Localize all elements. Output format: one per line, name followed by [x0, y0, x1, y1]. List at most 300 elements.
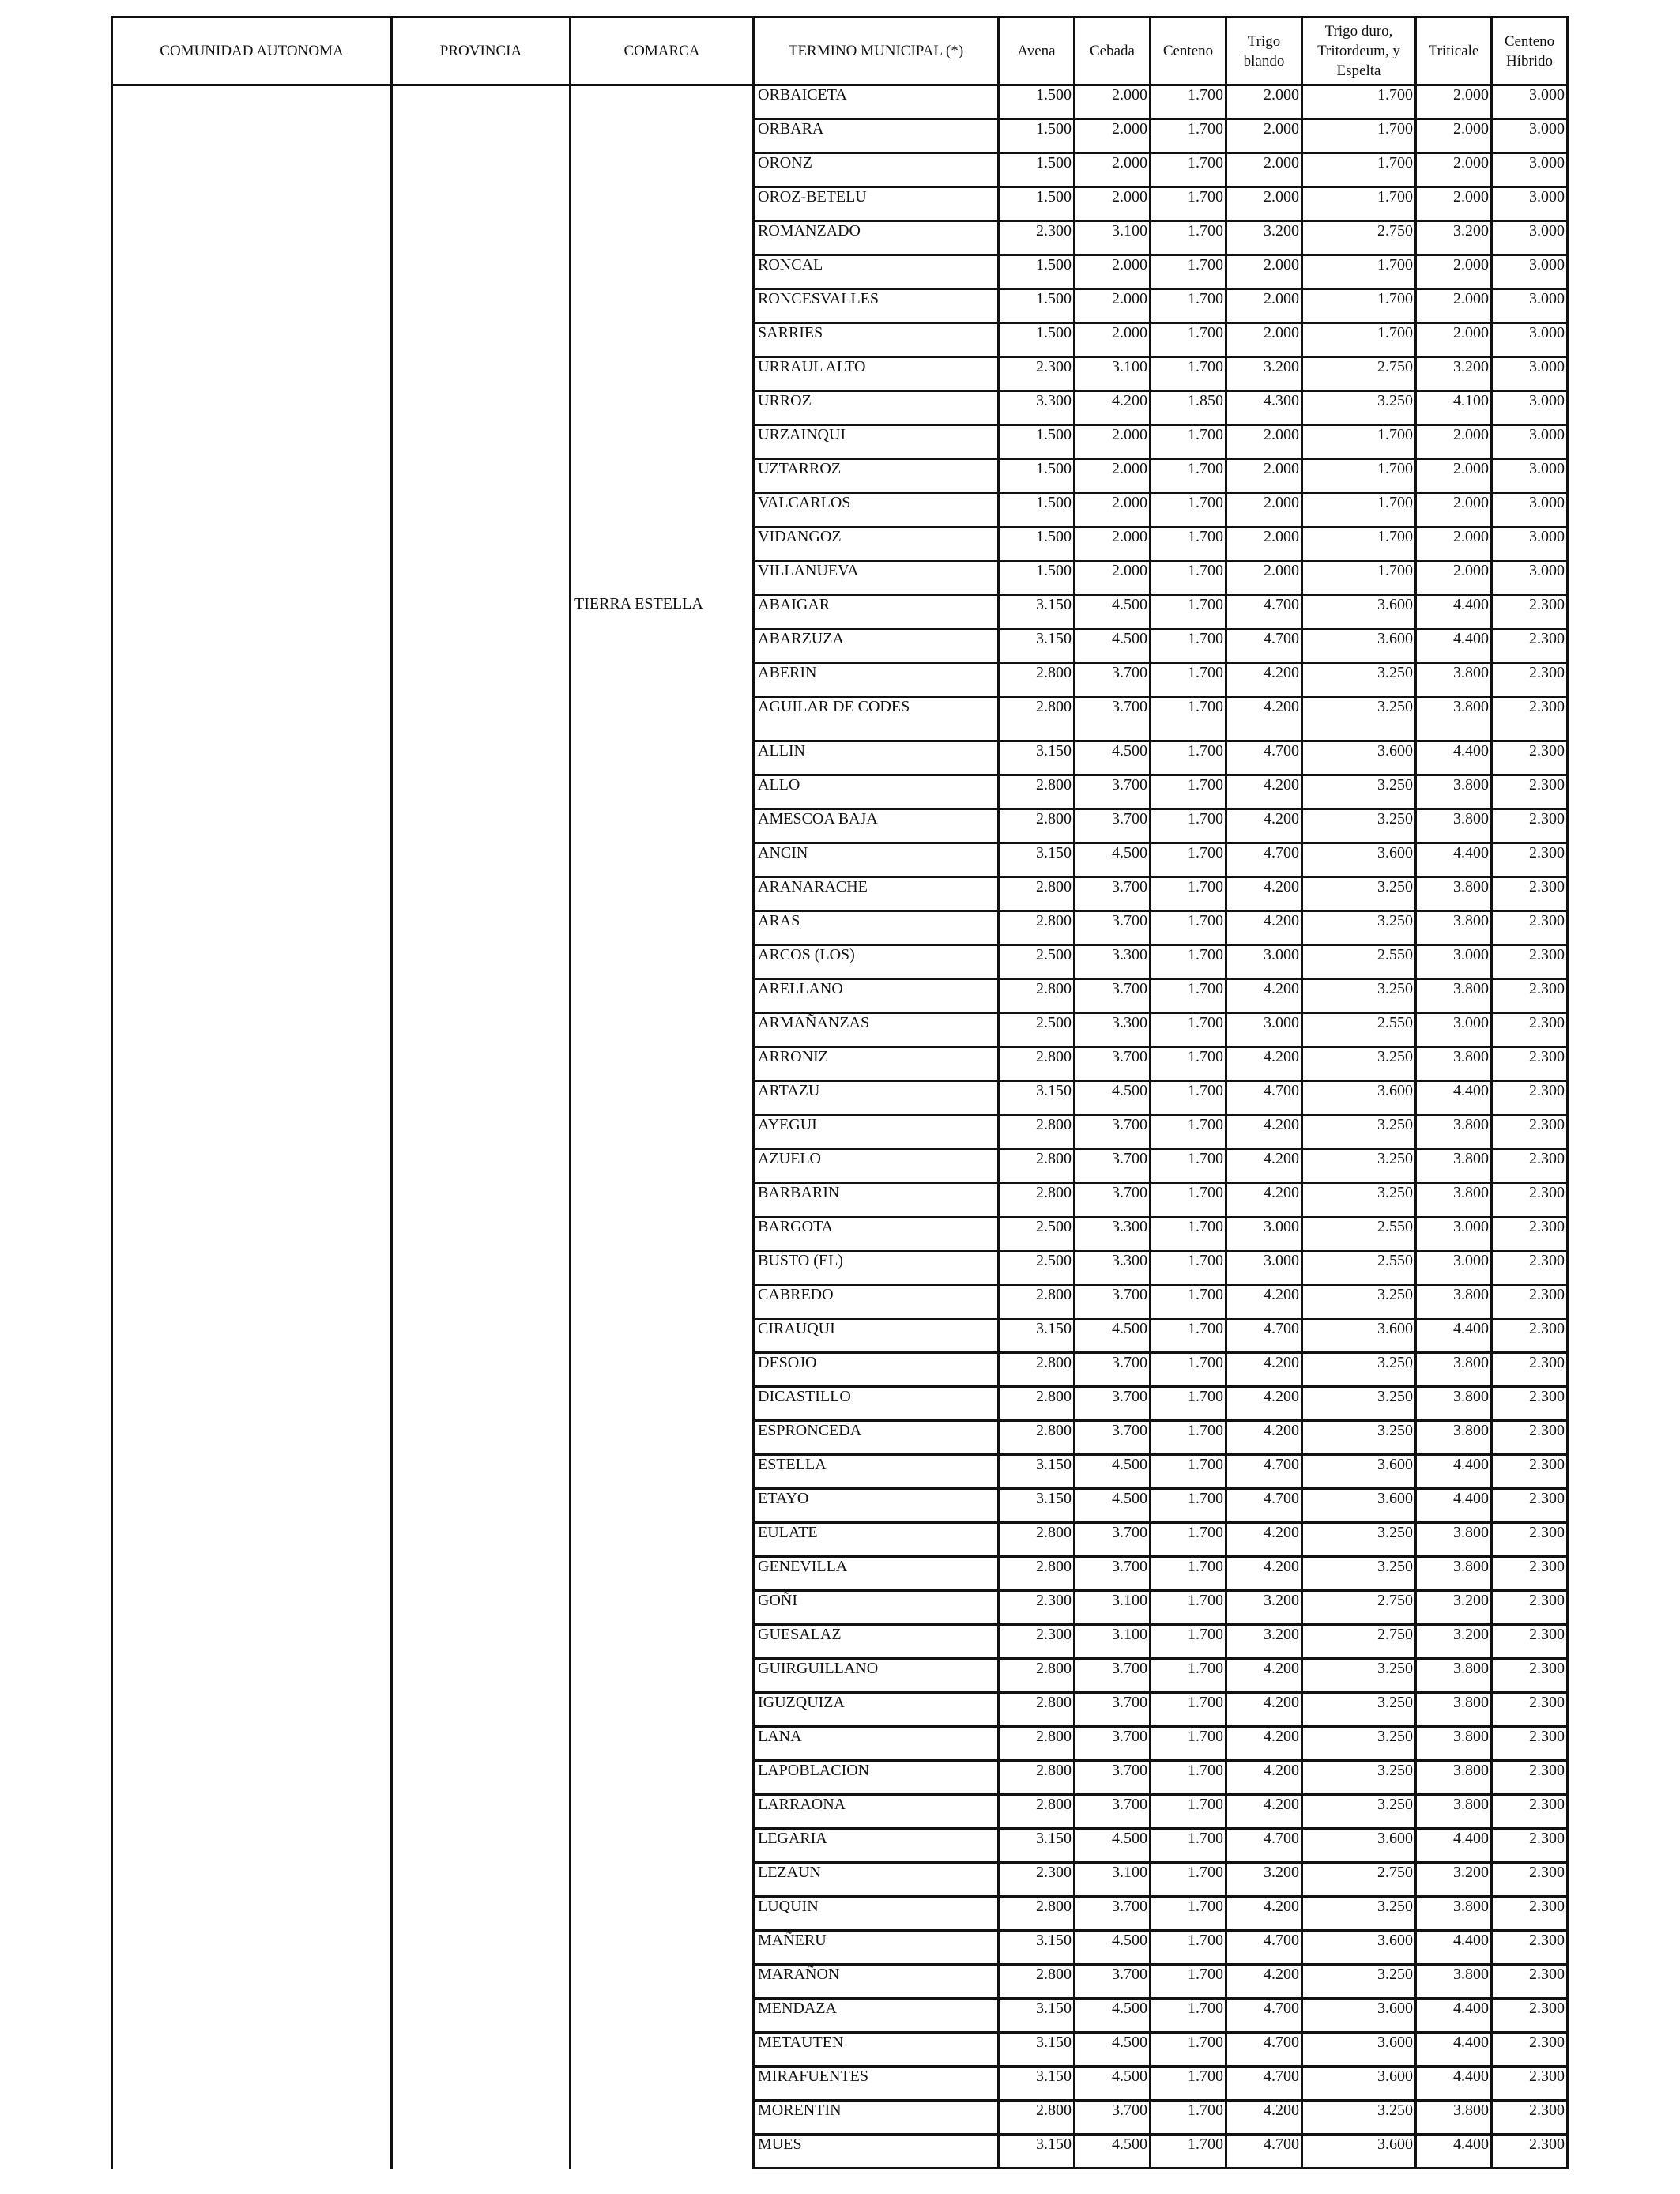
centeno-value: 1.700: [1151, 289, 1226, 323]
centeno-value: 1.700: [1151, 2135, 1226, 2169]
trigo-blando-value: 4.200: [1226, 1387, 1302, 1421]
trigo-duro-value: 3.600: [1302, 1999, 1416, 2033]
avena-value: 2.800: [999, 1523, 1075, 1557]
trigo-duro-value: 1.700: [1302, 255, 1416, 289]
trigo-blando-value: 4.300: [1226, 391, 1302, 425]
header-comunidad-autonoma: COMUNIDAD AUTONOMA: [112, 17, 392, 85]
trigo-blando-value: 4.700: [1226, 1829, 1302, 1863]
trigo-blando-value: 4.700: [1226, 1319, 1302, 1353]
avena-value: 3.150: [999, 1999, 1075, 2033]
centeno-hibrido-value: 2.300: [1492, 945, 1568, 979]
centeno-value: 1.700: [1151, 357, 1226, 391]
triticale-value: 3.800: [1416, 979, 1492, 1013]
centeno-value: 1.700: [1151, 153, 1226, 187]
cebada-value: 3.700: [1075, 1523, 1151, 1557]
avena-value: 1.500: [999, 289, 1075, 323]
centeno-hibrido-value: 2.300: [1492, 1455, 1568, 1489]
trigo-blando-value: 4.700: [1226, 2033, 1302, 2067]
centeno-value: 1.700: [1151, 1489, 1226, 1523]
cebada-value: 3.700: [1075, 663, 1151, 697]
cebada-value: 2.000: [1075, 153, 1151, 187]
cebada-value: 3.700: [1075, 1047, 1151, 1081]
cebada-value: 3.100: [1075, 221, 1151, 255]
trigo-duro-value: 2.550: [1302, 1013, 1416, 1047]
centeno-value: 1.700: [1151, 1251, 1226, 1285]
municipio-cell: VILLANUEVA: [754, 561, 999, 595]
municipio-cell: ABARZUZA: [754, 629, 999, 663]
triticale-value: 2.000: [1416, 459, 1492, 493]
municipio-cell: ABAIGAR: [754, 595, 999, 629]
trigo-blando-value: 4.200: [1226, 911, 1302, 945]
centeno-hibrido-value: 2.300: [1492, 741, 1568, 775]
centeno-hibrido-value: 3.000: [1492, 119, 1568, 153]
trigo-duro-value: 3.600: [1302, 2135, 1416, 2169]
header-termino-municipal: TERMINO MUNICIPAL (*): [754, 17, 999, 85]
triticale-value: 4.400: [1416, 1455, 1492, 1489]
centeno-hibrido-value: 3.000: [1492, 323, 1568, 357]
municipio-cell: GUIRGUILLANO: [754, 1659, 999, 1693]
centeno-value: 1.850: [1151, 391, 1226, 425]
trigo-duro-value: 1.700: [1302, 323, 1416, 357]
triticale-value: 4.400: [1416, 2135, 1492, 2169]
triticale-value: 2.000: [1416, 187, 1492, 221]
avena-value: 3.150: [999, 1931, 1075, 1965]
centeno-hibrido-value: 2.300: [1492, 1693, 1568, 1727]
avena-value: 2.800: [999, 1285, 1075, 1319]
trigo-duro-value: 3.250: [1302, 1285, 1416, 1319]
municipio-cell: AMESCOA BAJA: [754, 809, 999, 843]
trigo-duro-value: 3.250: [1302, 391, 1416, 425]
header-centeno-hibrido: Centeno Híbrido: [1492, 17, 1568, 85]
trigo-blando-value: 4.200: [1226, 1183, 1302, 1217]
municipio-cell: GENEVILLA: [754, 1557, 999, 1591]
triticale-value: 3.200: [1416, 221, 1492, 255]
centeno-hibrido-value: 3.000: [1492, 153, 1568, 187]
cebada-value: 3.300: [1075, 945, 1151, 979]
trigo-duro-value: 3.250: [1302, 1557, 1416, 1591]
municipio-cell: GUESALAZ: [754, 1625, 999, 1659]
centeno-hibrido-value: 2.300: [1492, 1931, 1568, 1965]
avena-value: 3.150: [999, 2067, 1075, 2101]
cebada-value: 2.000: [1075, 493, 1151, 527]
trigo-blando-value: 4.700: [1226, 2067, 1302, 2101]
cebada-value: 2.000: [1075, 323, 1151, 357]
centeno-hibrido-value: 2.300: [1492, 1591, 1568, 1625]
header-row: [112, 17, 1568, 85]
centeno-value: 1.700: [1151, 1761, 1226, 1795]
municipio-cell: ANCIN: [754, 843, 999, 877]
centeno-value: 1.700: [1151, 1965, 1226, 1999]
trigo-blando-value: 4.200: [1226, 1897, 1302, 1931]
trigo-duro-value: 3.250: [1302, 1693, 1416, 1727]
triticale-value: 4.400: [1416, 629, 1492, 663]
triticale-value: 4.100: [1416, 391, 1492, 425]
municipio-cell: OROZ-BETELU: [754, 187, 999, 221]
trigo-blando-value: 2.000: [1226, 561, 1302, 595]
trigo-blando-value: 4.200: [1226, 1727, 1302, 1761]
centeno-hibrido-value: 2.300: [1492, 979, 1568, 1013]
centeno-hibrido-value: 3.000: [1492, 357, 1568, 391]
municipio-cell: ARELLANO: [754, 979, 999, 1013]
avena-value: 3.150: [999, 629, 1075, 663]
triticale-value: 4.400: [1416, 2067, 1492, 2101]
trigo-blando-value: 2.000: [1226, 153, 1302, 187]
centeno-hibrido-value: 2.300: [1492, 1795, 1568, 1829]
triticale-value: 2.000: [1416, 323, 1492, 357]
municipio-cell: EULATE: [754, 1523, 999, 1557]
avena-value: 2.800: [999, 1965, 1075, 1999]
cebada-value: 2.000: [1075, 187, 1151, 221]
avena-value: 2.800: [999, 809, 1075, 843]
triticale-value: 3.800: [1416, 1727, 1492, 1761]
municipio-cell: ALLIN: [754, 741, 999, 775]
cebada-value: 3.700: [1075, 877, 1151, 911]
trigo-duro-value: 3.250: [1302, 1353, 1416, 1387]
municipio-cell: AYEGUI: [754, 1115, 999, 1149]
table-row: [112, 85, 1568, 119]
municipio-cell: DICASTILLO: [754, 1387, 999, 1421]
header-triticale: Triticale: [1416, 17, 1492, 85]
trigo-duro-value: 3.250: [1302, 1659, 1416, 1693]
cebada-value: 3.100: [1075, 1863, 1151, 1897]
centeno-hibrido-value: 2.300: [1492, 2067, 1568, 2101]
municipio-cell: ESPRONCEDA: [754, 1421, 999, 1455]
trigo-blando-value: 4.200: [1226, 1115, 1302, 1149]
municipio-cell: ABERIN: [754, 663, 999, 697]
trigo-blando-value: 4.700: [1226, 1455, 1302, 1489]
centeno-value: 1.700: [1151, 1353, 1226, 1387]
triticale-value: 3.800: [1416, 775, 1492, 809]
trigo-duro-value: 3.250: [1302, 809, 1416, 843]
centeno-value: 1.700: [1151, 1557, 1226, 1591]
centeno-hibrido-value: 2.300: [1492, 1999, 1568, 2033]
municipio-cell: ARAS: [754, 911, 999, 945]
trigo-duro-value: 3.600: [1302, 2033, 1416, 2067]
triticale-value: 3.000: [1416, 1013, 1492, 1047]
triticale-value: 2.000: [1416, 85, 1492, 119]
avena-value: 3.150: [999, 741, 1075, 775]
trigo-blando-value: 4.200: [1226, 1795, 1302, 1829]
centeno-hibrido-value: 2.300: [1492, 1387, 1568, 1421]
centeno-value: 1.700: [1151, 561, 1226, 595]
municipio-cell: ROMANZADO: [754, 221, 999, 255]
trigo-blando-value: 3.200: [1226, 1863, 1302, 1897]
trigo-duro-value: 1.700: [1302, 459, 1416, 493]
trigo-blando-value: 3.000: [1226, 1251, 1302, 1285]
centeno-value: 1.700: [1151, 1183, 1226, 1217]
centeno-value: 1.700: [1151, 1421, 1226, 1455]
trigo-blando-value: 4.700: [1226, 843, 1302, 877]
centeno-hibrido-value: 2.300: [1492, 2135, 1568, 2169]
centeno-hibrido-value: 2.300: [1492, 1047, 1568, 1081]
cebada-value: 4.500: [1075, 1829, 1151, 1863]
trigo-duro-value: 3.600: [1302, 595, 1416, 629]
avena-value: 3.150: [999, 1489, 1075, 1523]
centeno-hibrido-value: 2.300: [1492, 1727, 1568, 1761]
trigo-duro-value: 2.750: [1302, 1863, 1416, 1897]
avena-value: 2.800: [999, 1897, 1075, 1931]
cebada-value: 3.700: [1075, 911, 1151, 945]
municipio-cell: MAÑERU: [754, 1931, 999, 1965]
avena-value: 2.800: [999, 775, 1075, 809]
cebada-value: 2.000: [1075, 425, 1151, 459]
centeno-hibrido-value: 2.300: [1492, 1557, 1568, 1591]
trigo-blando-value: 4.200: [1226, 809, 1302, 843]
municipio-cell: MENDAZA: [754, 1999, 999, 2033]
avena-value: 2.800: [999, 1795, 1075, 1829]
municipio-cell: MIRAFUENTES: [754, 2067, 999, 2101]
avena-value: 2.800: [999, 1115, 1075, 1149]
municipio-cell: CABREDO: [754, 1285, 999, 1319]
trigo-duro-value: 3.250: [1302, 663, 1416, 697]
header-trigo-blando: Trigo blando: [1226, 17, 1302, 85]
avena-value: 2.800: [999, 2101, 1075, 2135]
centeno-value: 1.700: [1151, 911, 1226, 945]
triticale-value: 3.800: [1416, 697, 1492, 741]
centeno-hibrido-value: 3.000: [1492, 85, 1568, 119]
avena-value: 1.500: [999, 561, 1075, 595]
centeno-value: 1.700: [1151, 1285, 1226, 1319]
centeno-hibrido-value: 3.000: [1492, 561, 1568, 595]
cebada-value: 3.300: [1075, 1251, 1151, 1285]
municipio-cell: BARBARIN: [754, 1183, 999, 1217]
cebada-value: 2.000: [1075, 459, 1151, 493]
centeno-value: 1.700: [1151, 1319, 1226, 1353]
trigo-duro-value: 2.550: [1302, 1217, 1416, 1251]
centeno-value: 1.700: [1151, 187, 1226, 221]
trigo-duro-value: 1.700: [1302, 493, 1416, 527]
trigo-duro-value: 3.600: [1302, 2067, 1416, 2101]
avena-value: 2.800: [999, 1761, 1075, 1795]
trigo-blando-value: 4.700: [1226, 1931, 1302, 1965]
municipio-cell: LARRAONA: [754, 1795, 999, 1829]
municipio-cell: SARRIES: [754, 323, 999, 357]
trigo-blando-value: 4.200: [1226, 1659, 1302, 1693]
triticale-value: 3.800: [1416, 809, 1492, 843]
centeno-hibrido-value: 2.300: [1492, 663, 1568, 697]
triticale-value: 3.200: [1416, 1591, 1492, 1625]
triticale-value: 3.800: [1416, 911, 1492, 945]
trigo-duro-value: 1.700: [1302, 119, 1416, 153]
municipio-cell: LUQUIN: [754, 1897, 999, 1931]
centeno-hibrido-value: 2.300: [1492, 2033, 1568, 2067]
centeno-hibrido-value: 2.300: [1492, 775, 1568, 809]
centeno-value: 1.700: [1151, 1013, 1226, 1047]
trigo-duro-value: 2.550: [1302, 1251, 1416, 1285]
trigo-blando-value: 4.200: [1226, 877, 1302, 911]
triticale-value: 4.400: [1416, 1489, 1492, 1523]
centeno-hibrido-value: 2.300: [1492, 1319, 1568, 1353]
centeno-value: 1.700: [1151, 629, 1226, 663]
triticale-value: 4.400: [1416, 741, 1492, 775]
triticale-value: 3.800: [1416, 2101, 1492, 2135]
centeno-value: 1.700: [1151, 1829, 1226, 1863]
cebada-value: 3.700: [1075, 1387, 1151, 1421]
avena-value: 2.800: [999, 1727, 1075, 1761]
trigo-blando-value: 4.700: [1226, 629, 1302, 663]
trigo-blando-value: 4.200: [1226, 775, 1302, 809]
triticale-value: 3.800: [1416, 877, 1492, 911]
centeno-value: 1.700: [1151, 1931, 1226, 1965]
triticale-value: 4.400: [1416, 1081, 1492, 1115]
avena-value: 2.800: [999, 1421, 1075, 1455]
centeno-value: 1.700: [1151, 595, 1226, 629]
centeno-value: 1.700: [1151, 493, 1226, 527]
triticale-value: 3.800: [1416, 1761, 1492, 1795]
trigo-blando-value: 4.200: [1226, 1693, 1302, 1727]
trigo-blando-value: 2.000: [1226, 493, 1302, 527]
municipio-cell: ARTAZU: [754, 1081, 999, 1115]
cebada-value: 3.700: [1075, 1115, 1151, 1149]
centeno-hibrido-value: 2.300: [1492, 2101, 1568, 2135]
cebada-value: 4.500: [1075, 2067, 1151, 2101]
avena-value: 1.500: [999, 323, 1075, 357]
centeno-hibrido-value: 2.300: [1492, 1761, 1568, 1795]
trigo-duro-value: 2.750: [1302, 1625, 1416, 1659]
trigo-duro-value: 3.600: [1302, 843, 1416, 877]
trigo-duro-value: 3.600: [1302, 1829, 1416, 1863]
centeno-value: 1.700: [1151, 1047, 1226, 1081]
cebada-value: 3.100: [1075, 1625, 1151, 1659]
triticale-value: 4.400: [1416, 1999, 1492, 2033]
centeno-hibrido-value: 3.000: [1492, 425, 1568, 459]
avena-value: 1.500: [999, 119, 1075, 153]
triticale-value: 4.400: [1416, 1829, 1492, 1863]
trigo-blando-value: 4.200: [1226, 979, 1302, 1013]
municipio-cell: LAPOBLACION: [754, 1761, 999, 1795]
centeno-hibrido-value: 2.300: [1492, 911, 1568, 945]
cebada-value: 3.700: [1075, 1761, 1151, 1795]
avena-value: 3.150: [999, 1455, 1075, 1489]
cebada-value: 3.700: [1075, 1659, 1151, 1693]
avena-value: 3.150: [999, 1081, 1075, 1115]
trigo-blando-value: 4.700: [1226, 595, 1302, 629]
triticale-value: 3.800: [1416, 1523, 1492, 1557]
municipio-cell: MARAÑON: [754, 1965, 999, 1999]
triticale-value: 3.800: [1416, 1557, 1492, 1591]
comunidad-autonoma-cell: [112, 85, 392, 2169]
avena-value: 2.800: [999, 1557, 1075, 1591]
avena-value: 1.500: [999, 187, 1075, 221]
avena-value: 2.800: [999, 1149, 1075, 1183]
trigo-blando-value: 4.700: [1226, 2135, 1302, 2169]
municipio-cell: DESOJO: [754, 1353, 999, 1387]
centeno-hibrido-value: 2.300: [1492, 629, 1568, 663]
avena-value: 3.150: [999, 1829, 1075, 1863]
centeno-value: 1.700: [1151, 1387, 1226, 1421]
header-cebada: Cebada: [1075, 17, 1151, 85]
centeno-value: 1.700: [1151, 119, 1226, 153]
centeno-value: 1.700: [1151, 1081, 1226, 1115]
cebada-value: 3.700: [1075, 697, 1151, 741]
trigo-duro-value: 3.250: [1302, 1761, 1416, 1795]
crop-yield-table: [111, 16, 1569, 2169]
triticale-value: 4.400: [1416, 843, 1492, 877]
triticale-value: 2.000: [1416, 153, 1492, 187]
municipio-cell: URRAUL ALTO: [754, 357, 999, 391]
cebada-value: 4.500: [1075, 1081, 1151, 1115]
centeno-hibrido-value: 3.000: [1492, 255, 1568, 289]
avena-value: 2.300: [999, 357, 1075, 391]
municipio-cell: LEZAUN: [754, 1863, 999, 1897]
trigo-duro-value: 3.250: [1302, 877, 1416, 911]
trigo-duro-value: 3.600: [1302, 1489, 1416, 1523]
trigo-duro-value: 3.250: [1302, 1047, 1416, 1081]
trigo-duro-value: 3.250: [1302, 1115, 1416, 1149]
avena-value: 3.150: [999, 2135, 1075, 2169]
trigo-duro-value: 3.250: [1302, 1421, 1416, 1455]
avena-value: 2.800: [999, 979, 1075, 1013]
cebada-value: 4.500: [1075, 1319, 1151, 1353]
avena-value: 2.500: [999, 1013, 1075, 1047]
centeno-value: 1.700: [1151, 945, 1226, 979]
avena-value: 1.500: [999, 425, 1075, 459]
avena-value: 2.500: [999, 945, 1075, 979]
cebada-value: 3.700: [1075, 1795, 1151, 1829]
trigo-duro-value: 3.600: [1302, 1081, 1416, 1115]
trigo-blando-value: 3.200: [1226, 357, 1302, 391]
trigo-duro-value: 3.250: [1302, 1897, 1416, 1931]
trigo-blando-value: 3.200: [1226, 1591, 1302, 1625]
cebada-value: 3.700: [1075, 2101, 1151, 2135]
triticale-value: 2.000: [1416, 425, 1492, 459]
cebada-value: 2.000: [1075, 119, 1151, 153]
centeno-hibrido-value: 2.300: [1492, 697, 1568, 741]
centeno-hibrido-value: 2.300: [1492, 1625, 1568, 1659]
centeno-hibrido-value: 2.300: [1492, 1659, 1568, 1693]
triticale-value: 3.800: [1416, 1183, 1492, 1217]
cebada-value: 2.000: [1075, 527, 1151, 561]
cebada-value: 3.700: [1075, 979, 1151, 1013]
cebada-value: 2.000: [1075, 289, 1151, 323]
centeno-hibrido-value: 3.000: [1492, 493, 1568, 527]
trigo-blando-value: 4.200: [1226, 1149, 1302, 1183]
centeno-value: 1.700: [1151, 527, 1226, 561]
trigo-duro-value: 2.750: [1302, 221, 1416, 255]
avena-value: 3.150: [999, 1319, 1075, 1353]
trigo-blando-value: 2.000: [1226, 425, 1302, 459]
centeno-value: 1.700: [1151, 1863, 1226, 1897]
centeno-hibrido-value: 2.300: [1492, 1149, 1568, 1183]
trigo-duro-value: 1.700: [1302, 187, 1416, 221]
avena-value: 3.300: [999, 391, 1075, 425]
trigo-duro-value: 3.250: [1302, 1149, 1416, 1183]
centeno-value: 1.700: [1151, 741, 1226, 775]
triticale-value: 3.800: [1416, 1693, 1492, 1727]
avena-value: 3.150: [999, 843, 1075, 877]
cebada-value: 4.500: [1075, 1931, 1151, 1965]
trigo-duro-value: 3.600: [1302, 1455, 1416, 1489]
municipio-cell: ARANARACHE: [754, 877, 999, 911]
cebada-value: 3.300: [1075, 1013, 1151, 1047]
avena-value: 2.300: [999, 1625, 1075, 1659]
avena-value: 2.800: [999, 1183, 1075, 1217]
trigo-blando-value: 4.700: [1226, 741, 1302, 775]
centeno-hibrido-value: 3.000: [1492, 289, 1568, 323]
triticale-value: 4.400: [1416, 2033, 1492, 2067]
triticale-value: 3.800: [1416, 1421, 1492, 1455]
avena-value: 1.500: [999, 255, 1075, 289]
municipio-cell: MORENTIN: [754, 2101, 999, 2135]
triticale-value: 3.800: [1416, 1795, 1492, 1829]
centeno-value: 1.700: [1151, 1149, 1226, 1183]
trigo-blando-value: 2.000: [1226, 85, 1302, 119]
trigo-duro-value: 3.250: [1302, 1183, 1416, 1217]
avena-value: 2.800: [999, 663, 1075, 697]
trigo-duro-value: 3.250: [1302, 979, 1416, 1013]
triticale-value: 3.800: [1416, 1387, 1492, 1421]
avena-value: 2.300: [999, 1591, 1075, 1625]
